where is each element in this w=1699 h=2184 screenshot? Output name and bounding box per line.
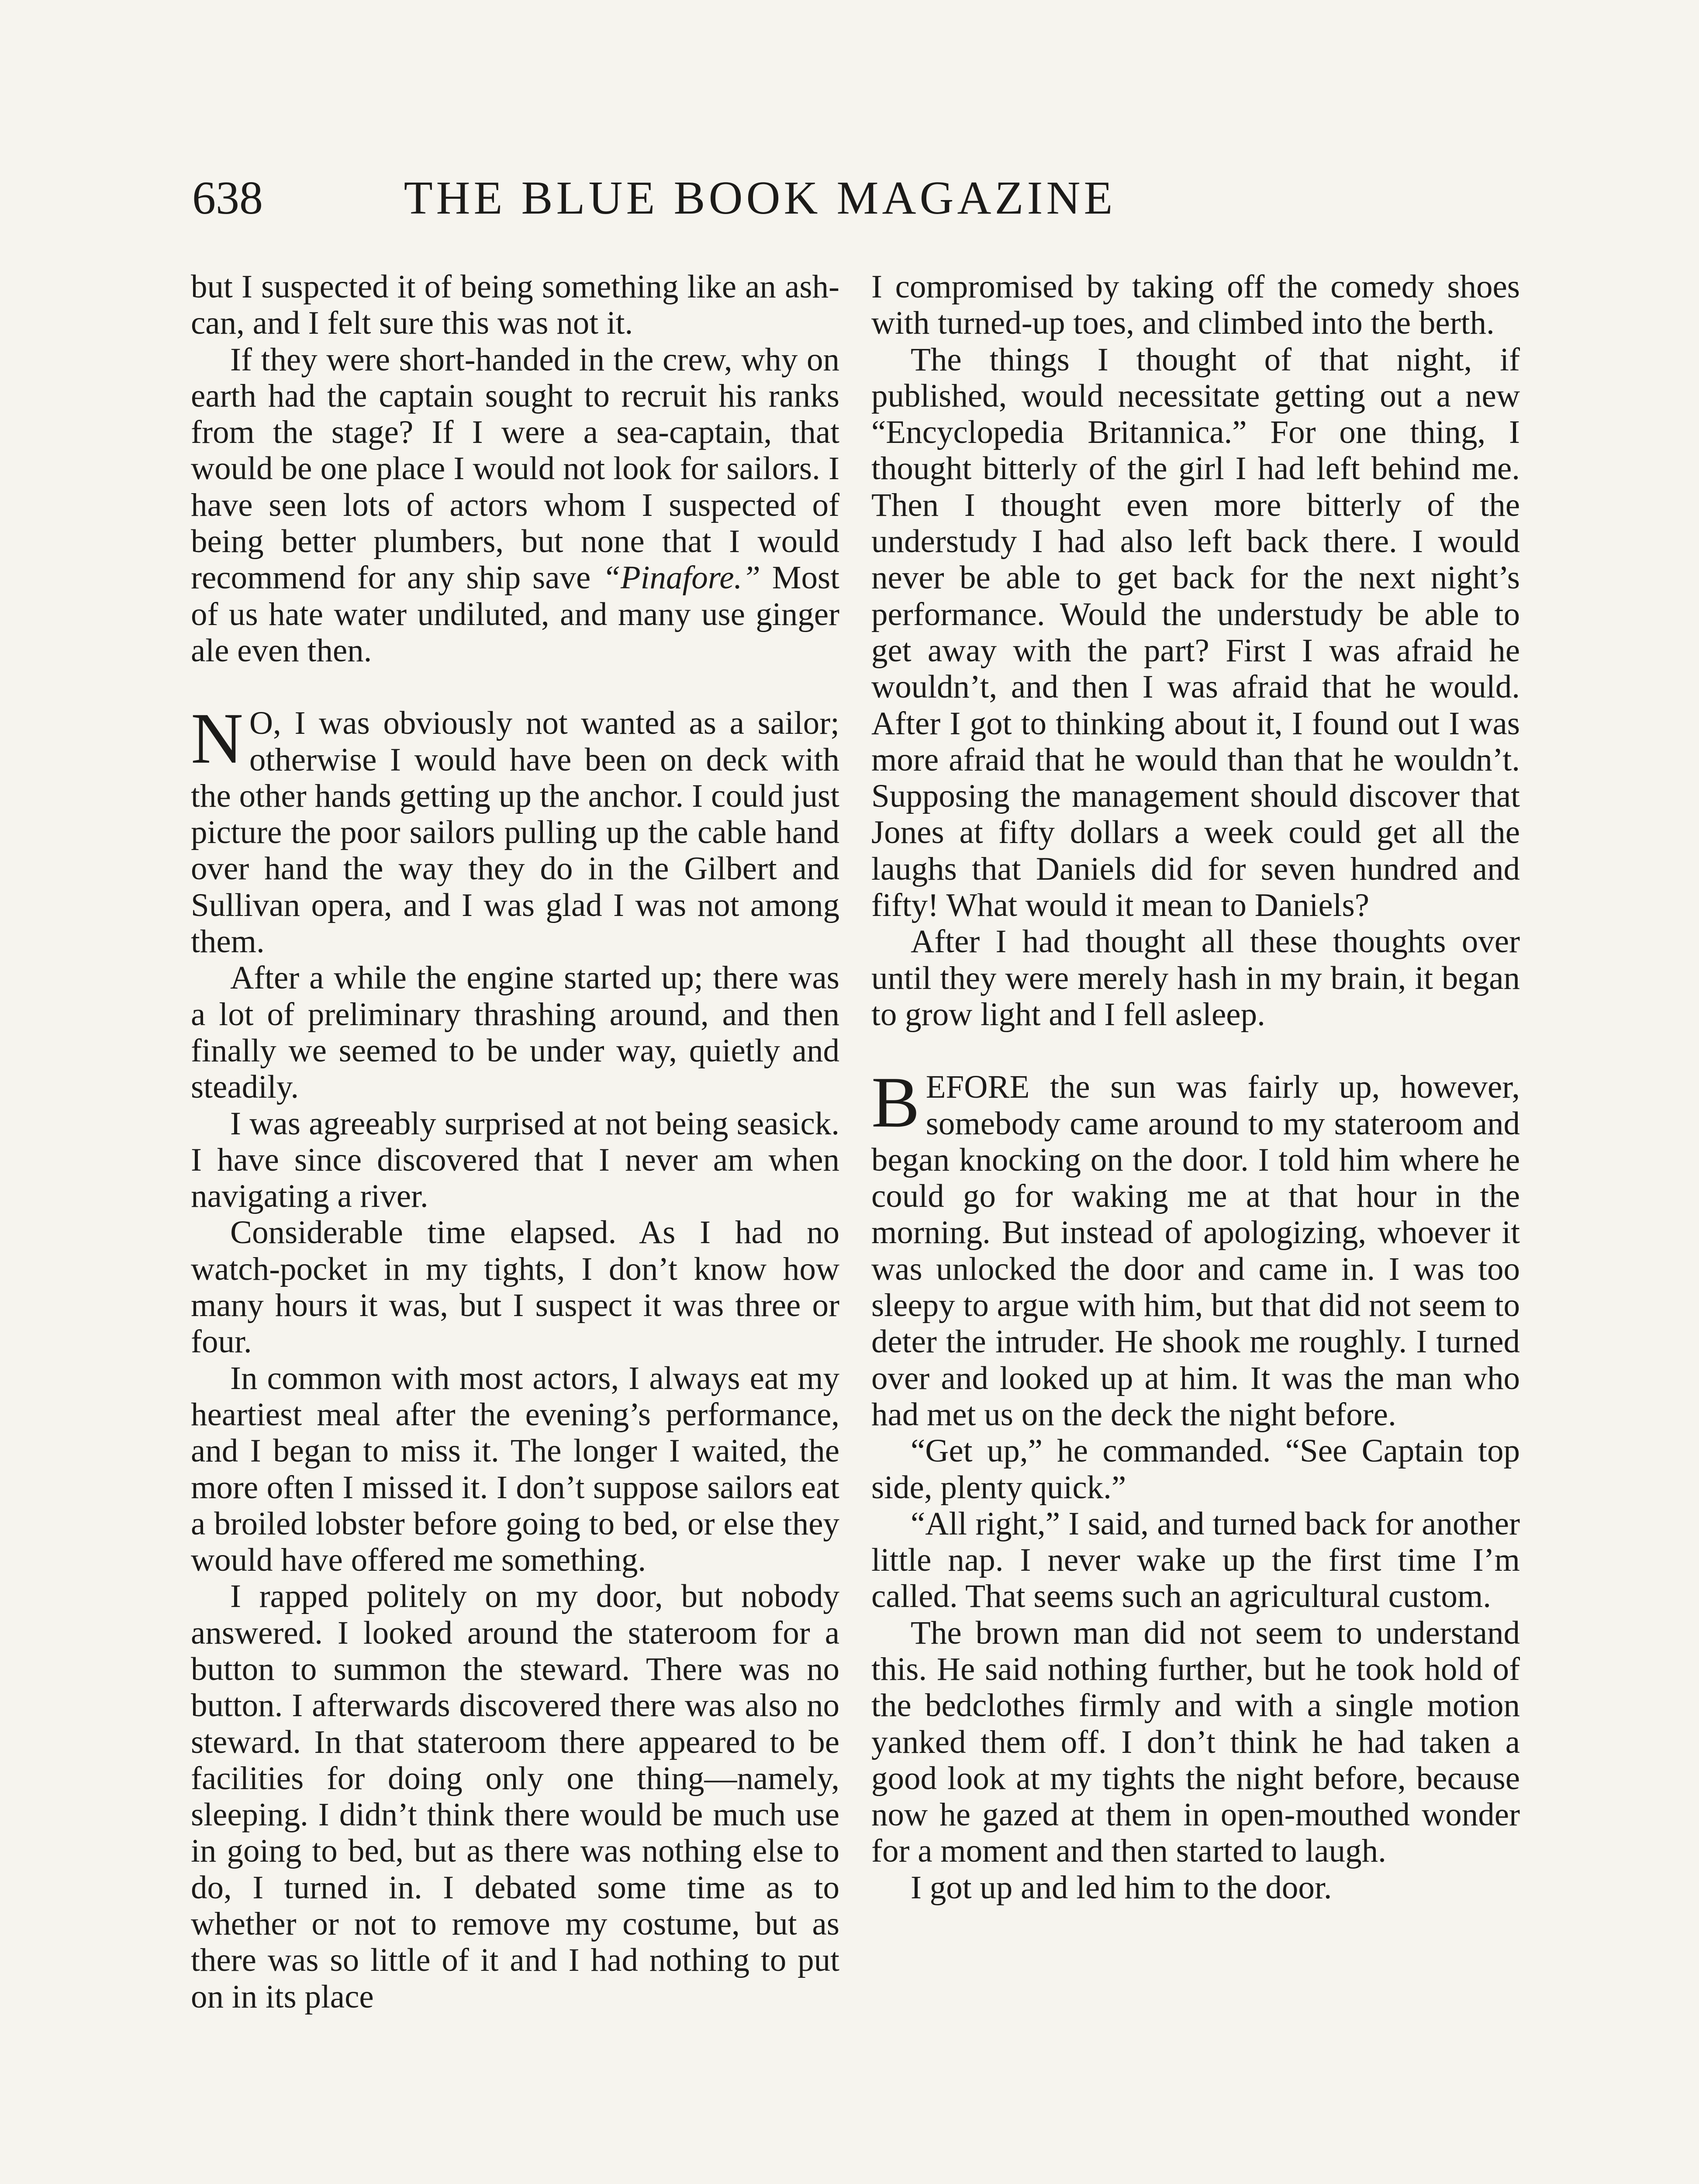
drop-cap: B (871, 1062, 920, 1143)
paragraph: I was agreeably surprised at not being seasick. I have since discovered that I never am when navigating a river. (191, 1105, 839, 1215)
paragraph: but I suspected it of being something like an ash-can, and I felt sure this was not it. (191, 269, 839, 342)
right-column (871, 269, 1520, 1906)
italic-title: “Pinafore.” (602, 560, 760, 596)
paragraph: I compromised by taking off the comedy shoes with turned-up toes, and climbed into the berth. (871, 269, 1520, 342)
drop-cap: N (191, 698, 243, 779)
paragraph: “All right,” I said, and turned back for another little nap. I never wake up the first time I’m called. That seems such an agricultural custom. (871, 1505, 1520, 1615)
paragraph: After I had thought all these thoughts over until they were merely hash in my brain, it began to grow light and I fell asleep. (871, 923, 1520, 1033)
page-number: 638 (192, 172, 263, 224)
paragraph: The brown man did not seem to understand this. He said nothing further, but he took hold of the bedclothes firmly and with a single motion yanked them off. I don’t think he had taken a good look at my tights the night before, because now he gazed at them in open-mouthed wonder for a moment and then started to laugh. (871, 1614, 1520, 1870)
paragraph: Considerable time elapsed. As I had no watch-pocket in my tights, I don’t know how many hours it was, but I suspect it was three or four. (191, 1214, 839, 1360)
paragraph: I got up and led him to the door. (911, 1869, 1332, 1906)
paragraph: If they were short-handed in the crew, why on earth had the captain sought to recruit his ranks from the stage? If I were a sea-captain, that would be one place I would not look for sailors. I have seen lots of actors whom I suspected of being better plumbers, but none that I would recommend for any ship save “Pinafore.” Most of us hate water undiluted, and many use ginger ale even then. (191, 341, 839, 669)
paragraph-with-dropcap: N O, I was obviously not wanted as a sailor; otherwise I would have been on deck with the other hands getting up the anchor. I could just picture the poor sailors pulling up the cable hand over hand the way they do in the Gilbert and Sullivan opera, and I was glad I was not among them. (191, 698, 839, 960)
paragraph: I rapped politely on my door, but nobody answered. I looked around the stateroom for a button to summon the steward. There was no button. I afterwards discovered there was also no steward. In that stateroom there appeared to be facilities for doing only one thing—namely, sleeping. I didn’t think there would be much use in going to bed, but as there was nothing else to do, I turned in. I debated some time as to whether or not to remove my costume, but as there was so little of it and I had nothing to put on in its place (191, 1578, 839, 2015)
paragraph-with-dropcap: BEFORE the sun was fairly up, however, somebody came around to my stateroom and began knocking on the door. I told him where he could go for waking me at that hour in the morning. But instead of apologizing, whoever it was unlocked the door and came in. I was too sleepy to argue with him, but that did not seem to deter the intruder. He shook me roughly. I turned over and looked up at him. It was the man who had met us on the deck the night before. (871, 1062, 1520, 1433)
magazine-title: THE BLUE BOOK MAGAZINE (404, 172, 1116, 224)
paragraph: After a while the engine started up; there was a lot of preliminary thrashing around, and then finally we seemed to be under way, quietly and steadily. (191, 960, 839, 1106)
paragraph: “Get up,” he commanded. “See Captain top side, plenty quick.” (871, 1433, 1520, 1506)
paragraph: In common with most actors, I always eat my heartiest meal after the evening’s performance, and I began to miss it. The longer I waited, the more often I missed it. I don’t suppose sailors eat a broiled lobster before going to bed, or else they would have offered me something. (191, 1360, 839, 1579)
paragraph: The things I thought of that night, if published, would necessitate getting out a new “Encyclopedia Britannica.” For one thing, I thought bitterly of the girl I had left behind me. Then I thought even more bitterly of the understudy I had also left back there. I would never be able to get back for the next night’s performance. Would the understudy be able to get away with the part? First I was afraid he wouldn’t, and then I was afraid that he would. After I got to thinking about it, I found out I was more afraid that he would than that he wouldn’t. Supposing the management should discover that Jones at fifty dollars a week could get all the laughs that Daniels did for seven hundred and fifty! What would it mean to Daniels? (871, 341, 1520, 924)
running-header (192, 170, 1258, 240)
left-column (191, 269, 839, 2015)
